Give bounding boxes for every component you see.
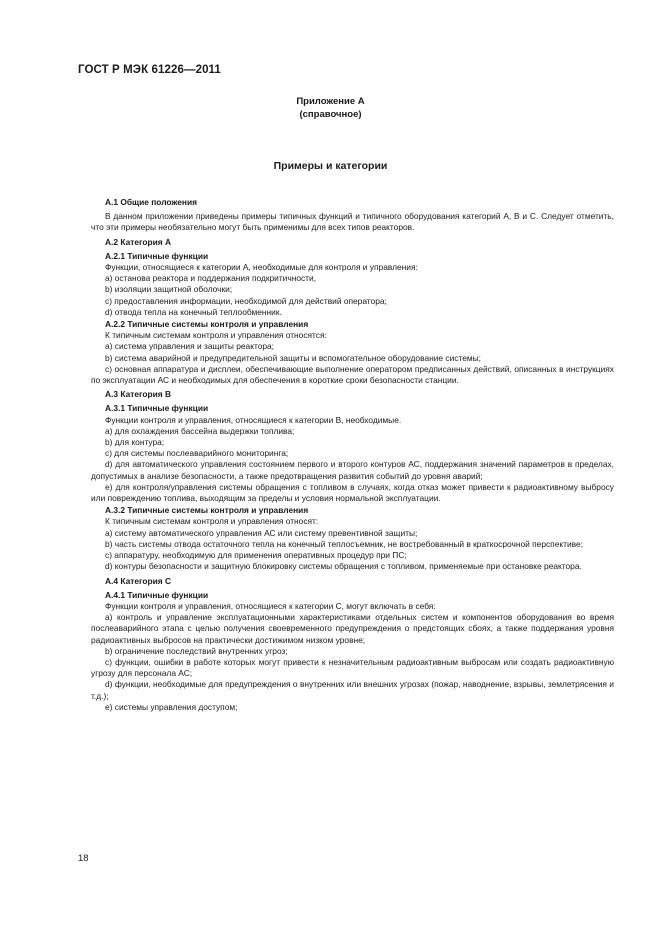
paragraph: Функции, относящиеся к категории А, необходимые для контроля и управления:	[105, 262, 418, 273]
section-heading: А.3 Категория В	[105, 389, 172, 400]
paragraph: b) часть системы отвода остаточного тепла на конечный теплосъемник, не востребованный в краткосрочной перспективе;	[105, 538, 583, 549]
section-heading: А.2 Категория А	[105, 236, 172, 247]
paragraph: Функции контроля и управления, относящиеся к категории В, необходимые.	[105, 414, 402, 425]
document-body	[91, 194, 614, 713]
paragraph: d) отвода тепла на конечный теплообменник.	[105, 306, 282, 317]
document-header: ГОСТ Р МЭК 61226—2011	[78, 64, 221, 76]
paragraph: b) для контура;	[105, 437, 165, 448]
paragraph: e) для контроля/управления системы обращения с топливом в случаях, когда отказ может привести к радиоактивному выбросу или повреждению топлива, выходящим за пределы и условия нормальной эксплуатации.	[91, 481, 614, 504]
paragraph: В данном приложении приведены примеры типичных функций и типичного оборудования категорий А, В и С. Следует отметить, что эти примеры необязательно могут быть применимы для всех типов реакторов.	[91, 211, 614, 233]
paragraph: a) систему автоматического управления АС или систему превентивной защиты;	[105, 527, 418, 538]
annex-kind: (справочное)	[299, 109, 362, 120]
paragraph: c) предоставления информации, необходимой для действий оператора;	[105, 295, 387, 306]
paragraph: c) функции, ошибки в работе которых могут привести к незначительным радиоактивным выбросам или создать радиоактивную угрозу для персонала АС;	[91, 656, 614, 679]
paragraph: a) для охлаждения бассейна выдержки топлива;	[105, 425, 295, 436]
paragraph: e) системы управления доступом;	[105, 701, 238, 712]
section-heading: А.4.1 Типичные функции	[105, 589, 209, 600]
paragraph: c) для системы послеаварийного мониторинга;	[105, 448, 289, 459]
page-number: 18	[78, 853, 89, 864]
section-heading: А.3.1 Типичные функции	[105, 403, 209, 414]
paragraph: d) для автоматического управления состоянием первого и второго контуров АС, поддержания значений параметров в пределах, допустимых в анализе безопасности, а также предотвращения развития событий до уровня аварий;	[91, 459, 614, 481]
section-heading: А.3.2 Типичные системы контроля и управления	[105, 505, 309, 516]
paragraph: a) контроль и управление эксплуатационными характеристиками отдельных систем и компонентов оборудования во время послеаварийного этапа с целью получения своевременного предупреждения о предстоящих сбоях, а также поддержания уровня радиоактивных выбросов на практически достижимом низком уровне;	[91, 612, 614, 645]
paragraph: b) система аварийной и предупредительной защиты и вспомогательное оборудование системы;	[105, 352, 481, 363]
paragraph: Функции контроля и управления, относящиеся к категории С, могут включать в себя:	[105, 600, 436, 611]
section-heading: А.4 Категория С	[105, 575, 172, 586]
paragraph: К типичным системам контроля и управления относятся:	[105, 330, 327, 341]
paragraph: a) система управления и защиты реактора;	[105, 341, 275, 352]
paragraph: b) изоляции защитной оболочки;	[105, 284, 233, 295]
paragraph: c) аппаратуру, необходимую для применения оперативных процедур при ПС;	[105, 550, 407, 561]
paragraph: d) контуры безопасности и защитную блокировку системы обращения с топливом, применяемые при остановке реактора.	[105, 561, 582, 572]
paragraph: К типичным системам контроля и управления относят:	[105, 516, 319, 527]
section-heading: А.1 Общие положения	[105, 197, 198, 207]
paragraph: c) основная аппаратура и дисплеи, обеспечивающие выполнение оператором предписанных действий, описанных в инструкциях по эксплуатации АС и необходимых для обеспечения в короткие сроки безопасности станции.	[91, 363, 614, 386]
paragraph: d) функции, необходимые для предупреждения о внутренних или внешних угрозах (пожар, наводнение, взрывы, землетрясения и т.д.);	[91, 679, 614, 701]
paragraph: b) ограничение последствий внутренних угроз;	[105, 645, 288, 656]
paragraph: a) останова реактора и поддержания подкритичности,	[105, 273, 317, 284]
page-title: Примеры и категории	[273, 160, 388, 172]
section-heading: А.2.1 Типичные функции	[105, 250, 209, 261]
annex-title: Приложение А	[296, 96, 365, 107]
section-heading: А.2.2 Типичные системы контроля и управления	[105, 319, 309, 330]
